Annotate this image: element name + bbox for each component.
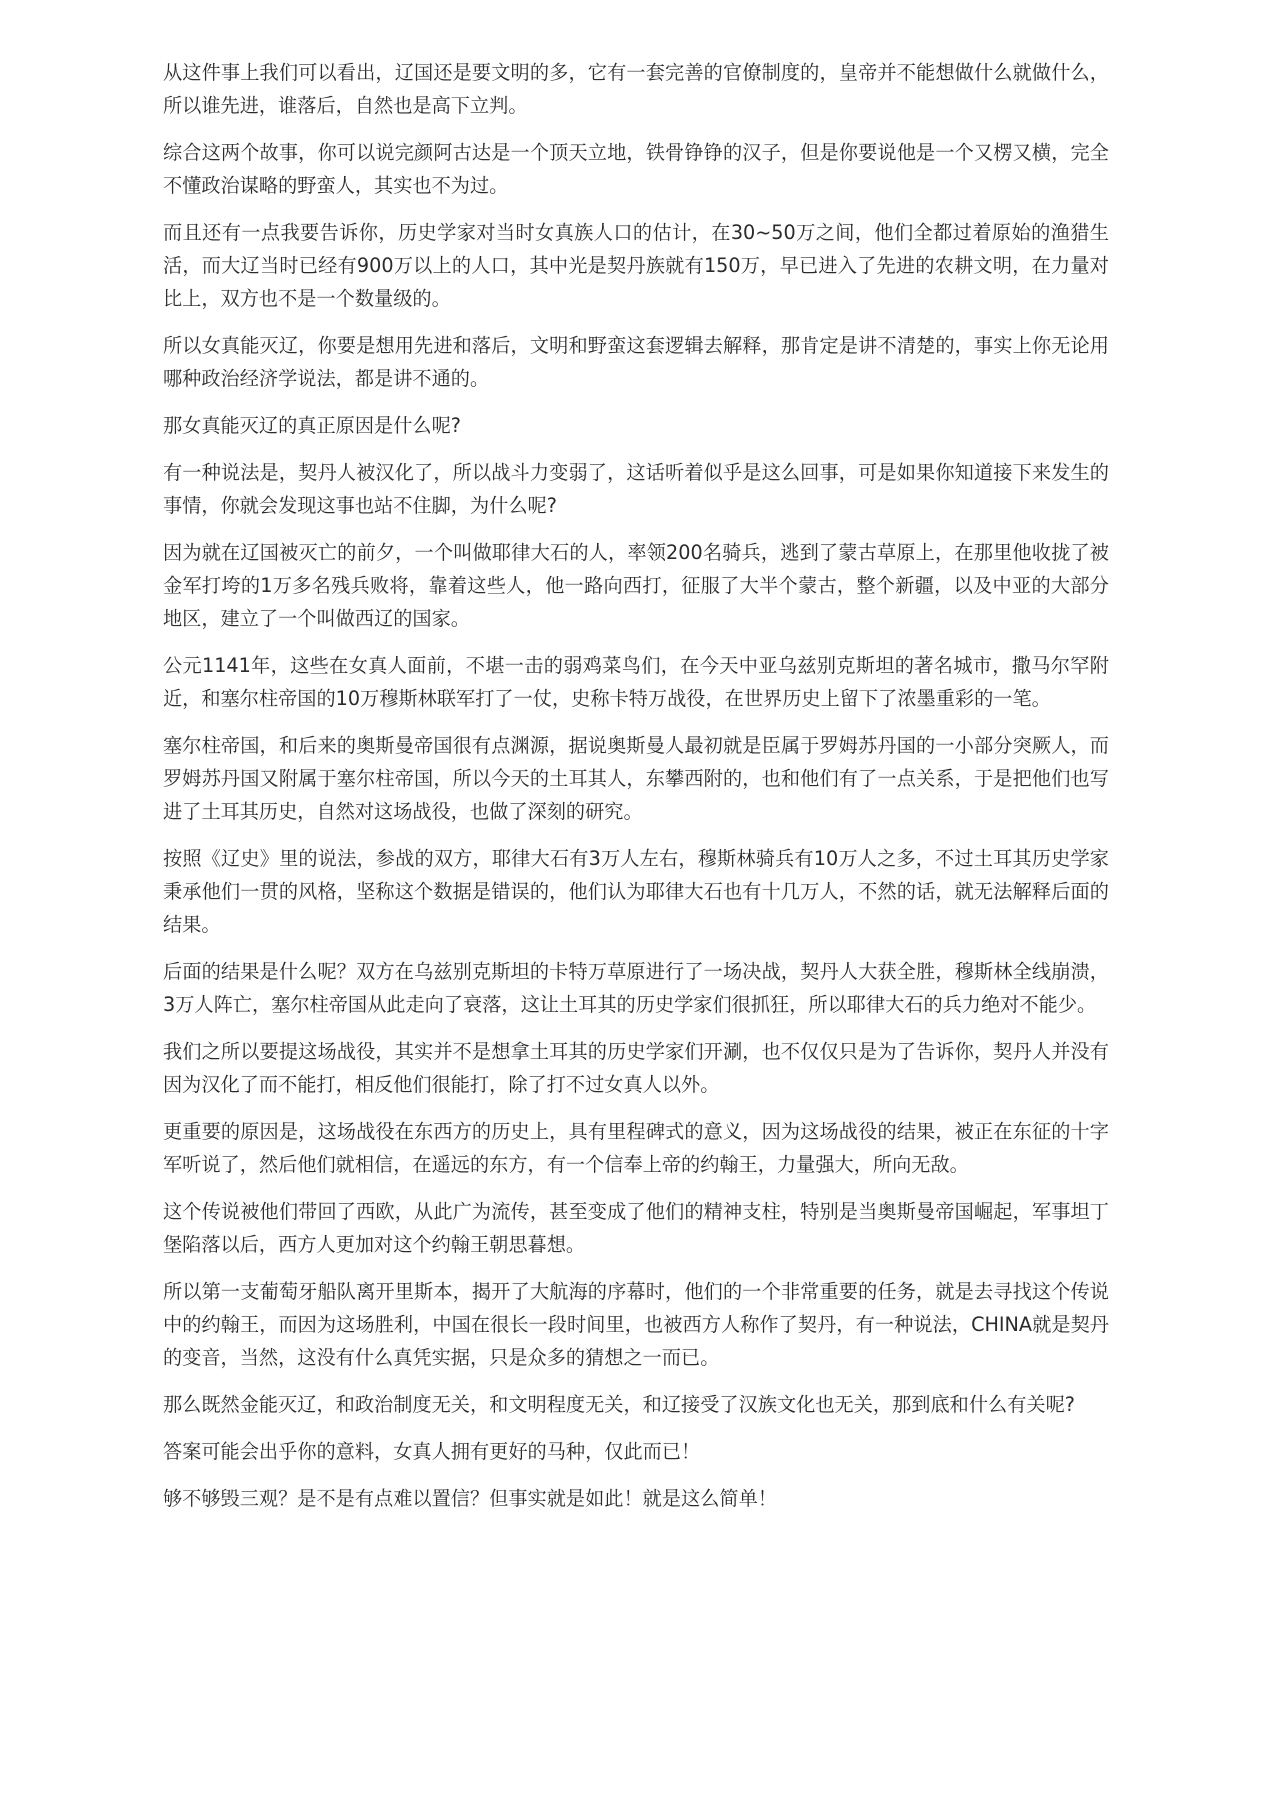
paragraph: 因为就在辽国被灭亡的前夕，一个叫做耶律大石的人，率领200名骑兵，逃到了蒙古草原上，在那里他收拢了被金军打垮的1万多名残兵败将，靠着这些人，他一路向西打，征服了大半个蒙古，整个新疆，以及中亚的大部分地区，建立了一个叫做西辽的国家。 [163, 541, 1109, 630]
article-body [163, 56, 1109, 1529]
paragraph: 塞尔柱帝国，和后来的奥斯曼帝国很有点渊源，据说奥斯曼人最初就是臣属于罗姆苏丹国的一小部分突厥人，而罗姆苏丹国又附属于塞尔柱帝国，所以今天的土耳其人，东攀西附的，也和他们有了一点关系，于是把他们也写进了土耳其历史，自然对这场战役，也做了深刻的研究。 [163, 734, 1109, 823]
paragraph: 后面的结果是什么呢？双方在乌兹别克斯坦的卡特万草原进行了一场决战，契丹人大获全胜，穆斯林全线崩溃，3万人阵亡，塞尔柱帝国从此走向了衰落，这让土耳其的历史学家们很抓狂，所以耶律大石的兵力绝对不能少。 [163, 960, 1109, 1016]
paragraph: 所以第一支葡萄牙船队离开里斯本，揭开了大航海的序幕时，他们的一个非常重要的任务，就是去寻找这个传说中的约翰王，而因为这场胜利，中国在很长一段时间里，也被西方人称作了契丹，有一种说法，CHINA就是契丹的变音，当然，这没有什么真凭实据，只是众多的猜想之一而已。 [163, 1280, 1109, 1369]
paragraph: 够不够毁三观？是不是有点难以置信？但事实就是如此！就是这么简单！ [163, 1487, 777, 1510]
paragraph: 更重要的原因是，这场战役在东西方的历史上，具有里程碑式的意义，因为这场战役的结果，被正在东征的十字军听说了，然后他们就相信，在遥远的东方，有一个信奉上帝的约翰王，力量强大，所向无敌。 [163, 1120, 1109, 1176]
paragraph: 那女真能灭辽的真正原因是什么呢? [163, 414, 461, 437]
paragraph: 从这件事上我们可以看出，辽国还是要文明的多，它有一套完善的官僚制度的，皇帝并不能想做什么就做什么，所以谁先进，谁落后，自然也是高下立判。 [163, 61, 1109, 117]
paragraph: 答案可能会出乎你的意料，女真人拥有更好的马种，仅此而已！ [163, 1440, 701, 1463]
paragraph: 有一种说法是，契丹人被汉化了，所以战斗力变弱了，这话听着似乎是这么回事，可是如果你知道接下来发生的事情，你就会发现这事也站不住脚，为什么呢? [163, 461, 1109, 517]
paragraph: 综合这两个故事，你可以说完颜阿古达是一个顶天立地，铁骨铮铮的汉子，但是你要说他是一个又楞又横，完全不懂政治谋略的野蛮人，其实也不为过。 [163, 141, 1109, 197]
paragraph: 所以女真能灭辽，你要是想用先进和落后，文明和野蛮这套逻辑去解释，那肯定是讲不清楚的，事实上你无论用哪种政治经济学说法，都是讲不通的。 [163, 334, 1109, 390]
paragraph: 而且还有一点我要告诉你，历史学家对当时女真族人口的估计，在30~50万之间，他们全都过着原始的渔猎生活，而大辽当时已经有900万以上的人口，其中光是契丹族就有150万，早已进入了先进的农耕文明，在力量对比上，双方也不是一个数量级的。 [163, 221, 1109, 310]
paragraph: 按照《辽史》里的说法，参战的双方，耶律大石有3万人左右，穆斯林骑兵有10万人之多，不过土耳其历史学家秉承他们一贯的风格，坚称这个数据是错误的，他们认为耶律大石也有十几万人，不然的话，就无法解释后面的结果。 [163, 847, 1109, 936]
paragraph: 这个传说被他们带回了西欧，从此广为流传，甚至变成了他们的精神支柱，特别是当奥斯曼帝国崛起，军事坦丁堡陷落以后，西方人更加对这个约翰王朝思暮想。 [163, 1200, 1109, 1256]
paragraph: 那么既然金能灭辽，和政治制度无关，和文明程度无关，和辽接受了汉族文化也无关，那到底和什么有关呢? [163, 1393, 1075, 1416]
paragraph: 公元1141年，这些在女真人面前，不堪一击的弱鸡菜鸟们，在今天中亚乌兹别克斯坦的著名城市，撒马尔罕附近，和塞尔柱帝国的10万穆斯林联军打了一仗，史称卡特万战役，在世界历史上留下了浓墨重彩的一笔。 [163, 654, 1109, 710]
paragraph: 我们之所以要提这场战役，其实并不是想拿土耳其的历史学家们开涮，也不仅仅只是为了告诉你，契丹人并没有因为汉化了而不能打，相反他们很能打，除了打不过女真人以外。 [163, 1040, 1109, 1096]
